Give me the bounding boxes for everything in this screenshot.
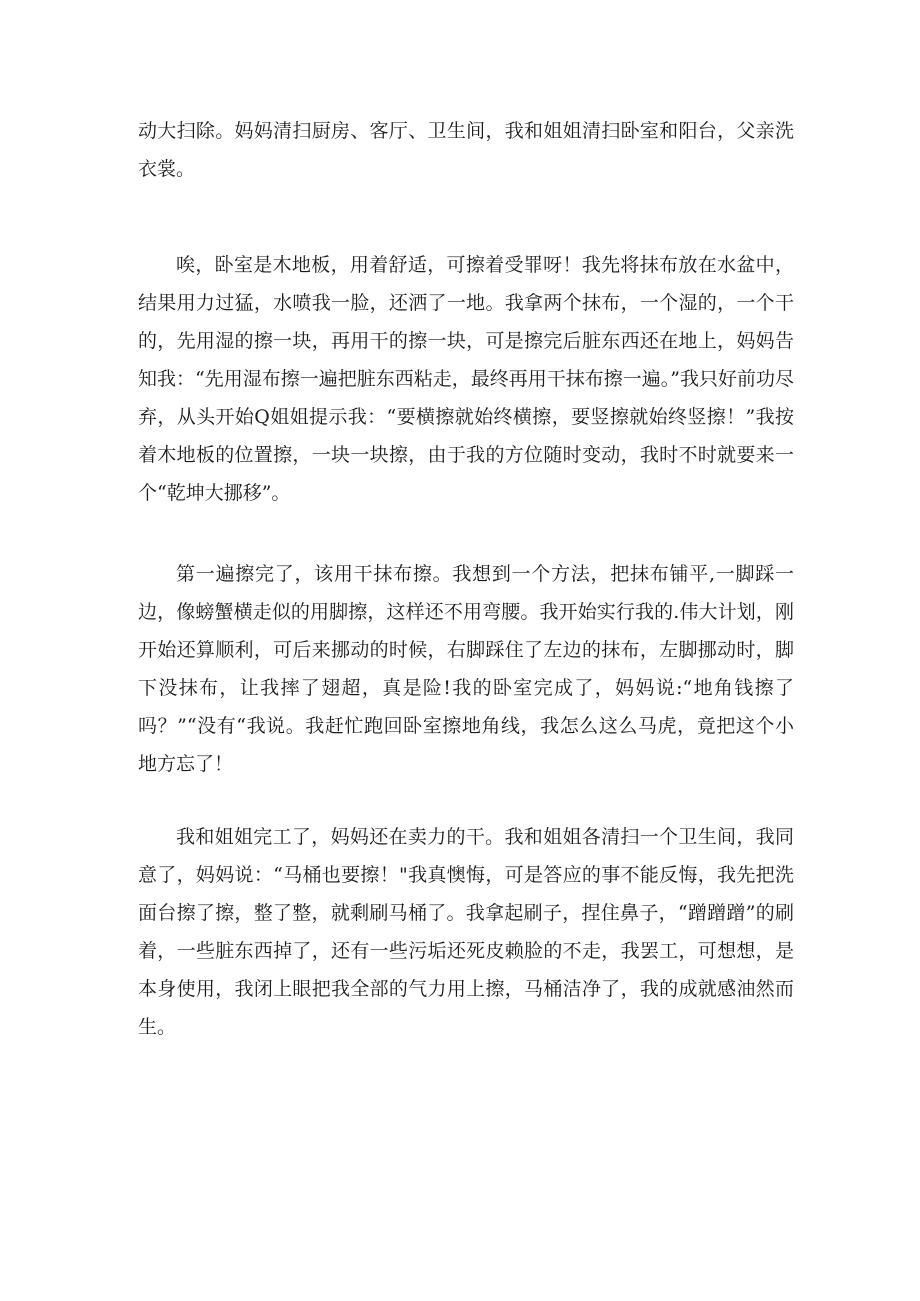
paragraph-text: 我和姐姐完工了，妈妈还在卖力的干。我和姐姐各清扫一个卫生间，我同意了，妈妈说：“马桶也要擦！"我真懊悔，可是答应的事不能反悔，我先把洗面台擦了擦，整了整，就剩刷马桶了。我拿起刷子，捏住鼻子，“蹭蹭蹭”的刷着，一些脏东西掉了，还有一些污垢还死皮赖脸的不走，我罢工，可想想，是本身使用，我闭上眼把我全部的气力用上擦，马桶洁净了，我的成就感油然而生。 (138, 826, 794, 1038)
paragraph-text: 唉，卧室是木地板，用着舒适，可擦着受罪呀！我先将抹布放在水盆中，结果用力过猛，水喷我一脸，还洒了一地。我拿两个抹布，一个湿的，一个干的，先用湿的擦一块，再用干的擦一块，可是擦完后脏东西还在地上，妈妈告知我：“先用湿布擦一遍把脏东西粘走，最终再用干抹布擦一遍。”我只好前功尽弃，从头开始Q姐姐提示我：“要横擦就始终横擦，要竖擦就始终竖擦！”我按着木地板的位置擦，一块一块擦，由于我的方位随时变动，我时不时就要来一个“乾坤大挪移”。 (138, 254, 794, 504)
paragraph-text: 第一遍擦完了，该用干抹布擦。我想到一个方法，把抹布铺平,一脚踩一边，像螃蟹横走似的用脚擦，这样还不用弯腰。我开始实行我的.伟大计划，刚开始还算顺利，可后来挪动的时候，右脚踩住了左边的抹布，左脚挪动时，脚下没抹布，让我摔了翅超，真是险!我的卧室完成了，妈妈说:“地角钱擦了吗？”“没有“我说。我赶忙跑回卧室擦地角线，我怎么这么马虎，竟把这个小地方忘了！ (138, 563, 794, 775)
paragraph-4 (138, 818, 794, 1046)
paragraph-text: 动大扫除。妈妈清扫厨房、客厅、卫生间，我和姐姐清扫卧室和阳台，父亲洗衣裳。 (138, 120, 794, 180)
paragraph-3 (138, 555, 794, 783)
paragraph-1 (138, 112, 794, 188)
paragraph-2 (138, 246, 794, 512)
